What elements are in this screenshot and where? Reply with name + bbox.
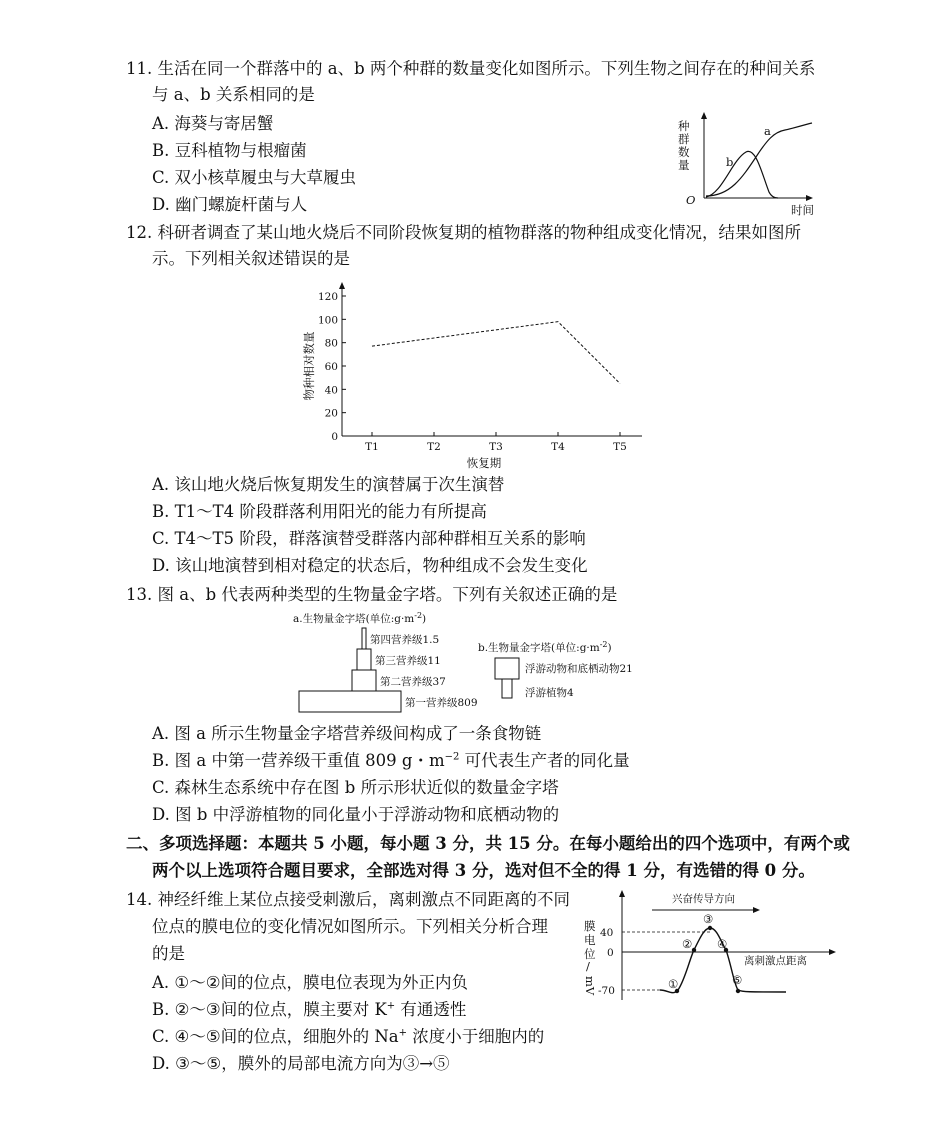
q14-point-2-dot [692, 948, 696, 952]
q12-ytick-label-120: 120 [317, 291, 338, 303]
pyramid-b-label-2: 浮游动物和底栖动物21 [525, 663, 633, 675]
q14-direction-arrow-head [753, 907, 760, 913]
q11-ylabel-4: 量 [678, 158, 690, 172]
q11-option-b: B. 豆科植物与根瘤菌 [152, 141, 307, 160]
q11-stem-line2: 与 a、b 关系相同的是 [152, 85, 315, 104]
q12-stem-line2: 示。下列相关叙述错误的是 [152, 249, 350, 268]
q12-ytick-label-60: 60 [324, 361, 338, 373]
pyramid-b-level-2 [495, 658, 519, 679]
section2-heading-line2: 两个以上选项符合题目要求，全部选对得 3 分，选对但不全的得 1 分，有选错的得 0 分。 [152, 861, 815, 880]
q14-ylabel-5: mV [583, 976, 597, 996]
q14-point-4-label: ④ [717, 937, 728, 951]
q12-ytick-label-0: 0 [331, 431, 338, 443]
q11-ylabel-3: 数 [678, 145, 690, 159]
q12-series-line [372, 322, 620, 384]
q12-option-b: B. T1～T4 阶段群落利用阳光的能力有所提高 [152, 502, 487, 521]
pyramid-a-label-2: 第二营养级37 [380, 676, 446, 688]
q11-ylabel-2: 群 [678, 132, 690, 146]
q14-point-3-label: ③ [703, 912, 714, 926]
q14-ylabel-3: 位 [584, 947, 596, 961]
q12-xtick-label-T3: T3 [489, 441, 503, 453]
pyramid-b-level-1 [502, 679, 512, 698]
q12-ytick-label-100: 100 [317, 314, 338, 327]
q11-label-a: a [764, 124, 771, 138]
q11-population-figure [670, 112, 830, 220]
q14-direction-label: 兴奋传导方向 [672, 893, 735, 905]
q14-ytick-40: 40 [600, 927, 614, 939]
pyramid-a-level-4 [362, 628, 366, 649]
q13-option-c: C. 森林生态系统中存在图 b 所示形状近似的数量金字塔 [152, 778, 559, 797]
q11-label-b: b [726, 155, 734, 169]
q14-ylabel-2: 电 [584, 933, 596, 947]
q12-xtick-label-T2: T2 [427, 441, 441, 453]
pyramid-b-label-1: 浮游植物4 [525, 687, 574, 699]
q14-ylabel-1: 膜 [584, 919, 596, 933]
q13-option-d: D. 图 b 中浮游植物的同化量小于浮游动物和底栖动物的 [152, 805, 560, 824]
q12-xtick-label-T4: T4 [551, 441, 565, 453]
q12-stem-line1: 12. 科研者调查了某山地火烧后不同阶段恢复期的植物群落的物种组成变化情况，结果如图所 [126, 223, 801, 242]
q11-ylabel-1: 种 [678, 119, 690, 133]
q12-y-arrow [339, 282, 345, 289]
q13-option-a: A. 图 a 所示生物量金字塔营养级间构成了一条食物链 [152, 724, 542, 743]
pyramid-a-label-3: 第三营养级11 [375, 655, 441, 667]
q11-x-arrow [806, 195, 813, 201]
q12-ytick-label-40: 40 [324, 384, 338, 397]
q12-line-chart [300, 280, 660, 475]
q12-option-d: D. 该山地演替到相对稳定的状态后，物种组成不会发生变化 [152, 556, 588, 575]
q11-stem-line1: 11. 生活在同一个群落中的 a、b 两个种群的数量变化如图所示。下列生物之间存在的种间关系 [126, 59, 816, 78]
q12-ytick-label-80: 80 [324, 337, 338, 350]
q11-option-c: C. 双小核草履虫与大草履虫 [152, 168, 357, 187]
q13-option-b: B. 图 a 中第一营养级干重值 809 g・$m^{-2}$ 可代表生产者的同化量 [152, 751, 630, 770]
pyramid-b-title: b.生物量金字塔(单位$:g\cdot m^{-2}$) [478, 640, 612, 654]
pyramid-a-level-1 [299, 691, 401, 712]
q14-ylabel-4: / [586, 959, 590, 973]
q11-option-a: A. 海葵与寄居蟹 [152, 114, 274, 133]
q11-curve-a [706, 123, 812, 196]
pyramid-a-label-1: 第一营养级809 [405, 697, 478, 709]
q13-pyramid-figure [285, 608, 685, 718]
q11-origin: O [686, 193, 696, 207]
q11-xlabel: 时间 [791, 203, 814, 217]
q14-point-5-dot [736, 989, 740, 993]
q14-ytick-minus70: -70 [598, 985, 615, 997]
q14-xlabel: 离刺激点距离 [744, 955, 807, 967]
q14-option-d: D. ③～⑤，膜外的局部电流方向为③→⑤ [152, 1054, 450, 1073]
q11-option-d: D. 幽门螺旋杆菌与人 [152, 195, 308, 214]
q12-xtick-label-T1: T1 [365, 441, 379, 453]
q13-stem: 13. 图 a、b 代表两种类型的生物量金字塔。下列有关叙述正确的是 [126, 585, 618, 604]
q14-option-b: B. ②～③间的位点，膜主要对 K+ 有通透性 [152, 1000, 467, 1019]
q14-option-a: A. ①～②间的位点，膜电位表现为外正内负 [152, 973, 468, 992]
q12-ylabel: 物种相对数量 [302, 331, 316, 401]
q14-option-c: C. ④～⑤间的位点，细胞外的 Na+ 浓度小于细胞内的 [152, 1027, 545, 1046]
pyramid-a-title: a.生物量金字塔(单位$:g\cdot m^{-2}$) [293, 611, 427, 625]
q12-ytick-label-20: 20 [324, 407, 338, 420]
q14-stem-line3: 的是 [152, 944, 185, 963]
pyramid-a-level-2 [352, 670, 376, 691]
q14-stem-line2: 位点的膜电位的变化情况如图所示。下列相关分析合理 [152, 917, 548, 936]
pyramid-a-label-4: 第四营养级1.5 [370, 634, 440, 646]
section2-heading-line1: 二、多项选择题：本题共 5 小题，每小题 3 分，共 15 分。在每小题给出的四个选项中，有两个或 [126, 834, 850, 853]
pyramid-a-level-3 [357, 649, 371, 670]
q14-membrane-potential-figure [580, 888, 840, 1008]
q12-option-a: A. 该山地火烧后恢复期发生的演替属于次生演替 [152, 475, 505, 494]
q12-option-c: C. T4～T5 阶段，群落演替受群落内部种群相互关系的影响 [152, 529, 586, 548]
q11-y-arrow [701, 112, 707, 119]
q14-ytick-0: 0 [607, 947, 614, 959]
q12-xtick-label-T5: T5 [613, 441, 627, 453]
q14-x-arrow [829, 949, 836, 955]
q14-point-5-label: ⑤ [732, 973, 743, 987]
q14-point-1-label: ① [668, 977, 679, 991]
q14-stem-line1: 14. 神经纤维上某位点接受刺激后，离刺激点不同距离的不同 [126, 890, 570, 909]
q11-curve-b [706, 151, 778, 198]
q12-xlabel: 恢复期 [466, 456, 502, 470]
q14-point-3-dot [708, 926, 712, 930]
q14-point-2-label: ② [682, 937, 693, 951]
q14-y-arrow [619, 890, 625, 897]
